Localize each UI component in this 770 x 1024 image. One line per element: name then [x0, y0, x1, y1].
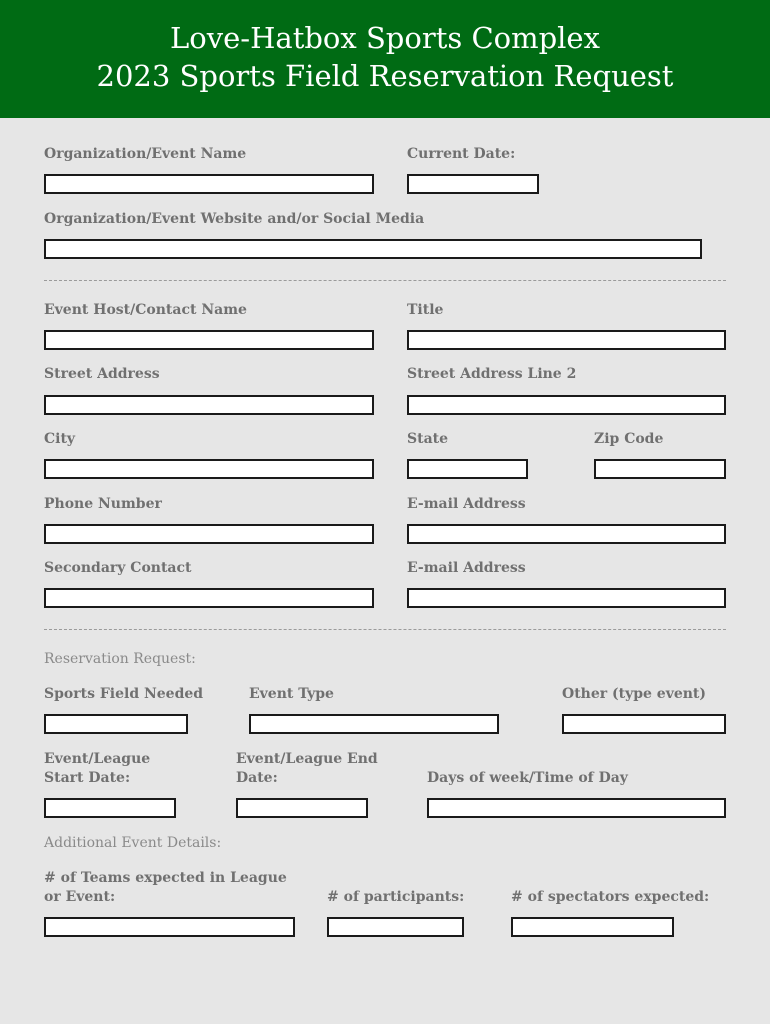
street-label: Street Address: [44, 366, 160, 382]
form-header: [0, 0, 770, 118]
email-field[interactable]: [407, 524, 726, 544]
secondary-contact-label: Secondary Contact: [44, 560, 192, 576]
title-label: Title: [407, 302, 444, 318]
street2-label: Street Address Line 2: [407, 366, 577, 382]
city-label: City: [44, 431, 76, 447]
end-date-label: Event/League End Date:: [236, 751, 378, 786]
spectators-label: # of spectators expected:: [511, 889, 710, 905]
host-name-field[interactable]: [44, 330, 374, 350]
street2-field[interactable]: [407, 395, 726, 415]
website-label: Organization/Event Website and/or Social Media: [44, 211, 425, 227]
teams-label: # of Teams expected in League or Event:: [44, 870, 287, 905]
start-date-label: Event/League Start Date:: [44, 751, 151, 786]
secondary-email-label: E-mail Address: [407, 560, 526, 576]
event-type-field[interactable]: [249, 714, 499, 734]
current-date-field[interactable]: [407, 174, 539, 194]
start-date-field[interactable]: [44, 798, 176, 818]
street-field[interactable]: [44, 395, 374, 415]
event-name-label: Organization/Event Name: [44, 146, 247, 162]
section-divider: [44, 629, 726, 630]
spectators-field[interactable]: [511, 917, 674, 937]
form-title-line1: Love-Hatbox Sports Complex: [170, 21, 600, 55]
days-time-label: Days of week/Time of Day: [427, 770, 628, 786]
secondary-contact-field[interactable]: [44, 588, 374, 608]
website-field[interactable]: [44, 239, 702, 259]
field-needed-label: Sports Field Needed: [44, 686, 204, 702]
details-section-title: Additional Event Details:: [44, 835, 222, 851]
event-type-label: Event Type: [249, 686, 334, 702]
state-field[interactable]: [407, 459, 528, 479]
teams-field[interactable]: [44, 917, 295, 937]
section-divider: [44, 280, 726, 281]
state-label: State: [407, 431, 449, 447]
phone-field[interactable]: [44, 524, 374, 544]
email-label: E-mail Address: [407, 496, 526, 512]
form-title-line2: 2023 Sports Field Reservation Request: [96, 59, 674, 93]
event-name-field[interactable]: [44, 174, 374, 194]
other-event-field[interactable]: [562, 714, 726, 734]
secondary-email-field[interactable]: [407, 588, 726, 608]
field-needed-field[interactable]: [44, 714, 188, 734]
title-field[interactable]: [407, 330, 726, 350]
end-date-field[interactable]: [236, 798, 368, 818]
host-name-label: Event Host/Contact Name: [44, 302, 247, 318]
phone-label: Phone Number: [44, 496, 162, 512]
zip-label: Zip Code: [594, 431, 664, 447]
current-date-label: Current Date:: [407, 146, 516, 162]
other-event-label: Other (type event): [562, 686, 707, 702]
participants-field[interactable]: [327, 917, 464, 937]
reservation-section-title: Reservation Request:: [44, 651, 196, 667]
days-time-field[interactable]: [427, 798, 726, 818]
participants-label: # of participants:: [327, 889, 465, 905]
zip-field[interactable]: [594, 459, 726, 479]
city-field[interactable]: [44, 459, 374, 479]
